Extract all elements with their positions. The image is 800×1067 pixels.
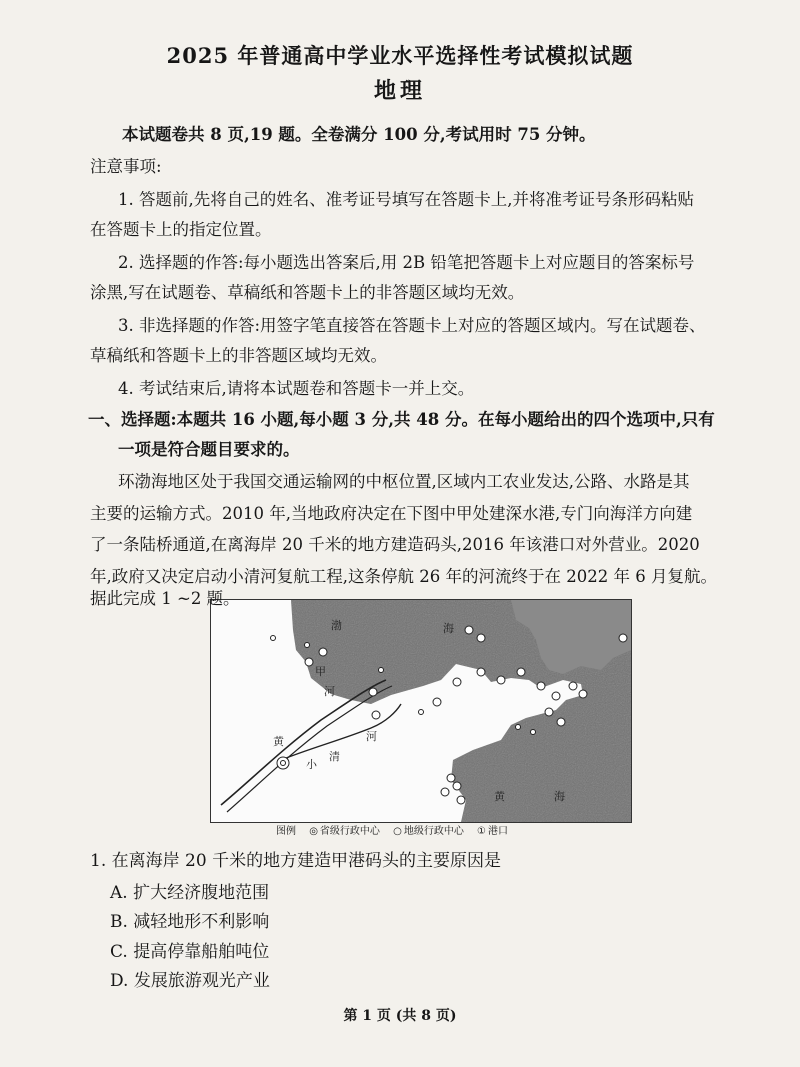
map-label-qing: 清: [329, 750, 340, 763]
provincial-centre-icon: ◎: [309, 826, 318, 837]
map-label-jia: 甲: [315, 665, 326, 678]
question-1-stem: 1. 在离海岸 20 千米的地方建造甲港码头的主要原因是: [90, 851, 502, 871]
section-1-heading-line-2: 一项是符合题目要求的。: [118, 440, 300, 459]
exam-title: 2025 年普通高中学业水平选择性考试模拟试题: [166, 43, 634, 68]
prefecture-centre-icon: ○: [393, 826, 402, 837]
question-1-option-b[interactable]: B. 减轻地形不利影响: [110, 912, 270, 932]
map-label-huang-sea-1: 黄: [494, 790, 505, 803]
passage-line-5: 据此完成 1 ~2 题。: [90, 589, 240, 608]
passage-line-3: 了一条陆桥通道,在离海岸 20 千米的地方建造码头,2016 年该港口对外营业。2020: [90, 535, 700, 554]
question-1-option-d[interactable]: D. 发展旅游观光产业: [110, 971, 270, 991]
legend-provincial: 省级行政中心: [319, 826, 380, 837]
section-1-heading-line-1: 一、选择题:本题共 16 小题,每小题 3 分,共 48 分。在每小题给出的四个选项中,只有: [88, 410, 715, 429]
map-label-huang: 黄: [273, 735, 284, 748]
passage-line-2: 主要的运输方式。2010 年,当地政府决定在下图中甲处建深水港,专门向海洋方向建: [90, 504, 693, 523]
bohai-region-map: [210, 599, 632, 823]
legend-port: 港口: [488, 826, 508, 837]
question-1-option-c[interactable]: C. 提高停靠船舶吨位: [110, 942, 270, 962]
map-legend: [276, 822, 518, 837]
notice-item-4: 4. 考试结束后,请将本试题卷和答题卡一并上交。: [118, 379, 475, 398]
notice-item-2-line-1: 2. 选择题的作答:每小题选出答案后,用 2B 铅笔把答题卡上对应题目的答案标号: [118, 253, 695, 272]
page-footer: 第 1 页 (共 8 页): [343, 1008, 457, 1024]
passage-line-4: 年,政府又决定启动小清河复航工程,这条停航 26 年的河流终于在 2022 年 6 月复航。: [90, 567, 717, 586]
question-1-option-a[interactable]: A. 扩大经济腹地范围: [110, 883, 270, 903]
notice-heading: 注意事项:: [90, 157, 162, 176]
legend-label: 图例: [276, 826, 296, 837]
legend-prefecture: 地级行政中心: [403, 826, 464, 837]
port-icon: ①: [477, 826, 486, 837]
notice-item-3-line-2: 草稿纸和答题卡上的非答题区域均无效。: [90, 346, 387, 365]
map-label-huang-sea-2: 海: [554, 790, 565, 803]
map-label-xiao: 小: [306, 758, 317, 771]
map-label-he-1: 河: [324, 685, 335, 698]
map-label-bohai-2: 海: [443, 622, 454, 635]
map-label-bohai-1: 渤: [331, 619, 342, 632]
map-svg: [211, 600, 631, 822]
notice-item-3-line-1: 3. 非选择题的作答:用签字笔直接答在答题卡上对应的答题区域内。写在试题卷、: [118, 316, 706, 335]
notice-item-2-line-2: 涂黑,写在试题卷、草稿纸和答题卡上的非答题区域均无效。: [90, 283, 525, 302]
subject-title: 地理: [373, 78, 426, 104]
map-label-he-2: 河: [366, 730, 377, 743]
notice-item-1-line-2: 在答题卡上的指定位置。: [90, 220, 272, 239]
notice-item-1-line-1: 1. 答题前,先将自己的姓名、准考证号填写在答题卡上,并将准考证号条形码粘贴: [118, 190, 694, 209]
xiaoqing-river: [281, 704, 401, 760]
exam-intro: 本试题卷共 8 页,19 题。全卷满分 100 分,考试用时 75 分钟。: [122, 125, 596, 144]
passage-line-1: 环渤海地区处于我国交通运输网的中枢位置,区域内工农业发达,公路、水路是其: [118, 472, 690, 491]
